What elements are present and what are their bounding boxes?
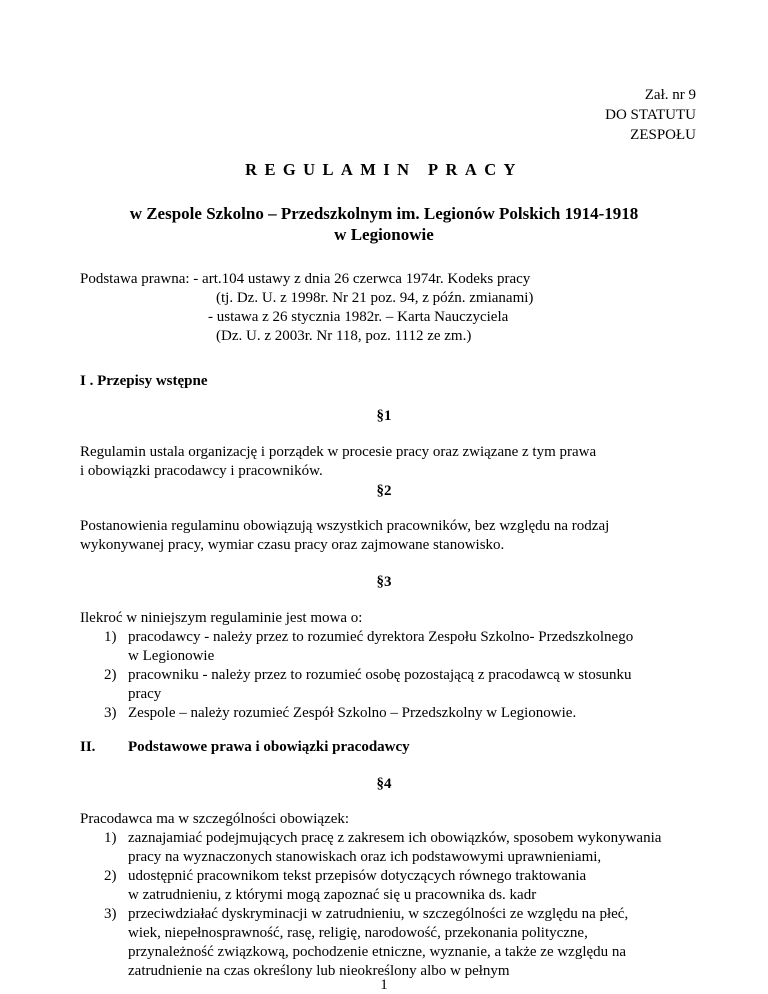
- paragraph-3-symbol: §3: [376, 574, 392, 590]
- paragraph-4-symbol: §4: [376, 776, 392, 792]
- list-item-line: wiek, niepełnosprawność, rasę, religię, narodowość, przekonania polityczne,: [128, 925, 588, 941]
- page-number: 1: [380, 977, 388, 993]
- annex-line-3: ZESPOŁU: [630, 127, 696, 143]
- paragraph-3-intro: Ilekroć w niniejszym regulaminie jest mowa o:: [80, 610, 363, 626]
- list-item-line: w Legionowie: [128, 648, 215, 664]
- list-item-line: udostępnić pracownikom tekst przepisów dotyczących równego traktowania: [128, 868, 587, 884]
- list-item-line: w zatrudnieniu, z którymi mogą zapoznać się u pracownika ds. kadr: [128, 887, 537, 903]
- paragraph-2-line-1: Postanowienia regulaminu obowiązują wszystkich pracowników, bez względu na rodzaj: [80, 518, 610, 534]
- section-1-heading: I . Przepisy wstępne: [80, 373, 208, 389]
- paragraph-1-line-1: Regulamin ustala organizację i porządek w procesie pracy oraz związane z tym prawa: [80, 444, 597, 460]
- list-item-number: 2): [104, 868, 117, 884]
- list-item-line: pracy: [128, 686, 162, 702]
- annex-line-1: Zał. nr 9: [644, 87, 696, 103]
- list-item-line: pracy na wyznaczonych stanowiskach oraz ich podstawowymi uprawnieniami,: [128, 849, 602, 865]
- legal-basis-line-4: (Dz. U. z 2003r. Nr 118, poz. 1112 ze zm.): [216, 328, 472, 344]
- document-title: REGULAMIN PRACY: [245, 160, 523, 179]
- list-item-line: Zespole – należy rozumieć Zespół Szkolno – Przedszkolny w Legionowie.: [128, 705, 577, 721]
- list-item-line: pracowniku - należy przez to rozumieć osobę pozostającą z pracodawcą w stosunku: [128, 667, 632, 683]
- legal-basis-line-2: (tj. Dz. U. z 1998r. Nr 21 poz. 94, z późn. zmianami): [216, 290, 534, 306]
- list-item-line: zaznajamiać podejmujących pracę z zakresem ich obowiązków, sposobem wykonywania: [128, 830, 662, 846]
- list-item-number: 3): [104, 906, 117, 922]
- list-item-number: 1): [104, 830, 117, 846]
- list-item-number: 2): [104, 667, 117, 683]
- subtitle-line-1: w Zespole Szkolno – Przedszkolnym im. Legionów Polskich 1914-1918: [129, 204, 639, 223]
- list-item-number: 1): [104, 629, 117, 645]
- section-2-heading: Podstawowe prawa i obowiązki pracodawcy: [128, 739, 410, 755]
- list-item-line: pracodawcy - należy przez to rozumieć dyrektora Zespołu Szkolno- Przedszkolnego: [128, 629, 634, 645]
- paragraph-2-line-2: wykonywanej pracy, wymiar czasu pracy oraz zajmowane stanowisko.: [80, 537, 505, 553]
- list-item-line: przynależność związkową, pochodzenie etniczne, wyznanie, a także ze względu na: [128, 944, 627, 960]
- list-item-number: 3): [104, 705, 117, 721]
- list-item-line: zatrudnienie na czas określony lub nieokreślony albo w pełnym: [128, 963, 510, 979]
- legal-basis-line-1: Podstawa prawna: - art.104 ustawy z dnia 26 czerwca 1974r. Kodeks pracy: [80, 271, 531, 287]
- subtitle-line-2: w Legionowie: [334, 225, 434, 244]
- annex-line-2: DO STATUTU: [605, 107, 696, 123]
- paragraph-4-intro: Pracodawca ma w szczególności obowiązek:: [80, 811, 350, 827]
- legal-basis-line-3: - ustawa z 26 stycznia 1982r. – Karta Nauczyciela: [208, 309, 509, 325]
- paragraph-1-line-2: i obowiązki pracodawcy i pracowników.: [80, 463, 323, 479]
- list-item-line: przeciwdziałać dyskryminacji w zatrudnieniu, w szczególności ze względu na płeć,: [128, 906, 629, 922]
- section-2-number: II.: [80, 739, 96, 755]
- paragraph-2-symbol: §2: [376, 483, 392, 499]
- paragraph-1-symbol: §1: [376, 408, 392, 424]
